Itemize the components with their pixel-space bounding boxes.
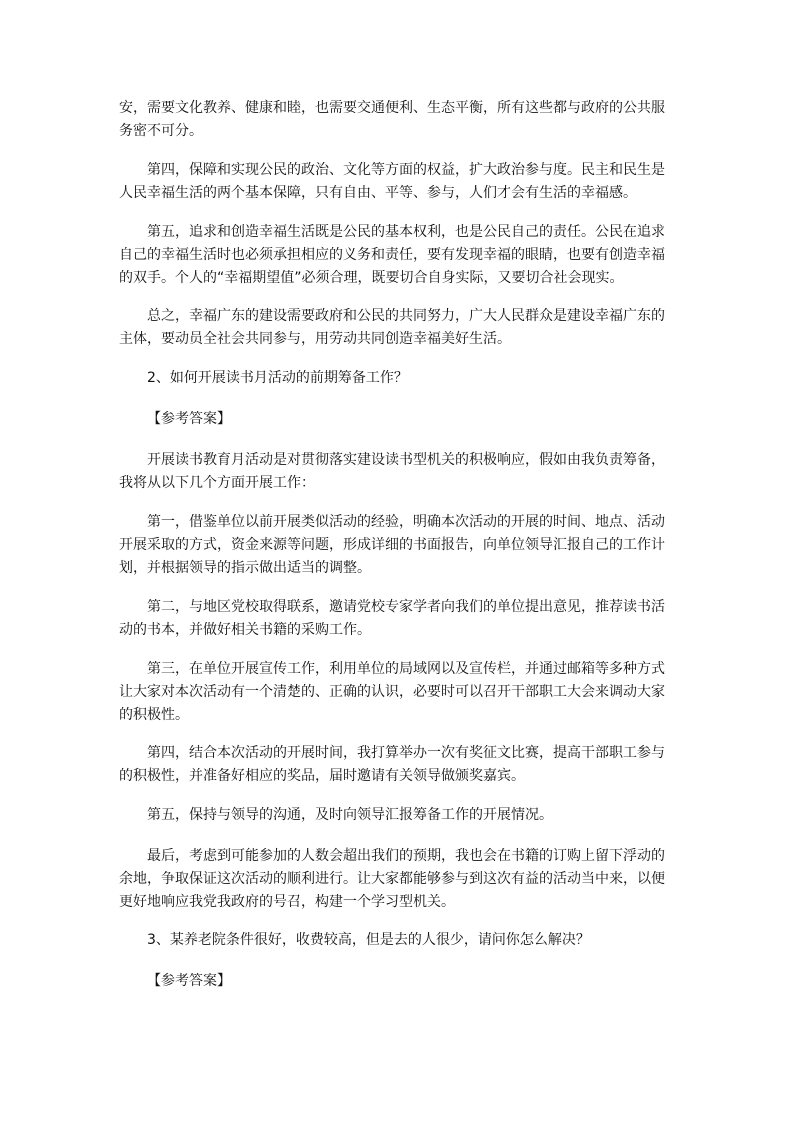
paragraph-second-step: 第二，与地区党校取得联系，邀请党校专家学者向我们的单位提出意见，推荐读书活动的书本，并做好相关书籍的采购工作。	[119, 599, 665, 638]
paragraph-conclusion: 总之，幸福广东的建设需要政府和公民的共同努力，广大人民群众是建设幸福广东的主体，要动员全社会共同参与，用劳动共同创造幸福美好生活。	[119, 308, 665, 347]
paragraph-first-step: 第一，借鉴单位以前开展类似活动的经验，明确本次活动的开展的时间、地点、活动开展采取的方式，资金来源等问题，形成详细的书面报告，向单位领导汇报自己的工作计划，并根据领导的指示做出适当的调整。	[119, 514, 665, 576]
paragraph-fourth-step: 第四，结合本次活动的开展时间，我打算举办一次有奖征文比赛，提高干部职工参与的积极性，并准备好相应的奖品，届时邀请有关领导做颁奖嘉宾。	[119, 745, 665, 784]
paragraph-fifth-responsibility: 第五，追求和创造幸福生活既是公民的基本权利，也是公民自己的责任。公民在追求自己的幸福生活时也必须承担相应的义务和责任，要有发现幸福的眼睛，也要有创造幸福的双手。个人的“幸福期望值”必须合理，既要切合自身实际，又要切合社会现实。	[119, 224, 665, 286]
paragraph-finally: 最后，考虑到可能参加的人数会超出我们的预期，我也会在书籍的订购上留下浮动的余地，争取保证这次活动的顺利进行。让大家都能够参与到这次有益的活动当中来，以便更好地响应我党我政府的号召，构建一个学习型机关。	[119, 848, 665, 910]
paragraph-third-step: 第三，在单位开展宣传工作，利用单位的局域网以及宣传栏，并通过邮箱等多种方式让大家对本次活动有一个清楚的、正确的认识，必要时可以召开干部职工大会来调动大家的积极性。	[119, 661, 665, 723]
paragraph-public-service-continued: 安，需要文化教养、健康和睦，也需要交通便利、生态平衡，所有这些都与政府的公共服务密不可分。	[119, 100, 665, 139]
question-2-heading: 2、如何开展读书月活动的前期筹备工作？	[147, 370, 408, 386]
paragraph-reading-month-intro: 开展读书教育月活动是对贯彻落实建设读书型机关的积极响应，假如由我负责筹备，我将从以下几个方面开展工作：	[119, 452, 665, 491]
reference-answer-label-2: 【参考答案】	[147, 973, 231, 989]
paragraph-fifth-step: 第五，保持与领导的沟通，及时向领导汇报筹备工作的开展情况。	[147, 807, 553, 823]
question-3-heading: 3、某养老院条件很好，收费较高，但是去的人很少，请问你怎么解决？	[147, 932, 590, 948]
paragraph-fourth-rights: 第四，保障和实现公民的政治、文化等方面的权益，扩大政治参与度。民主和民生是人民幸福生活的两个基本保障，只有自由、平等、参与，人们才会有生活的幸福感。	[119, 162, 665, 201]
reference-answer-label-1: 【参考答案】	[147, 411, 231, 427]
